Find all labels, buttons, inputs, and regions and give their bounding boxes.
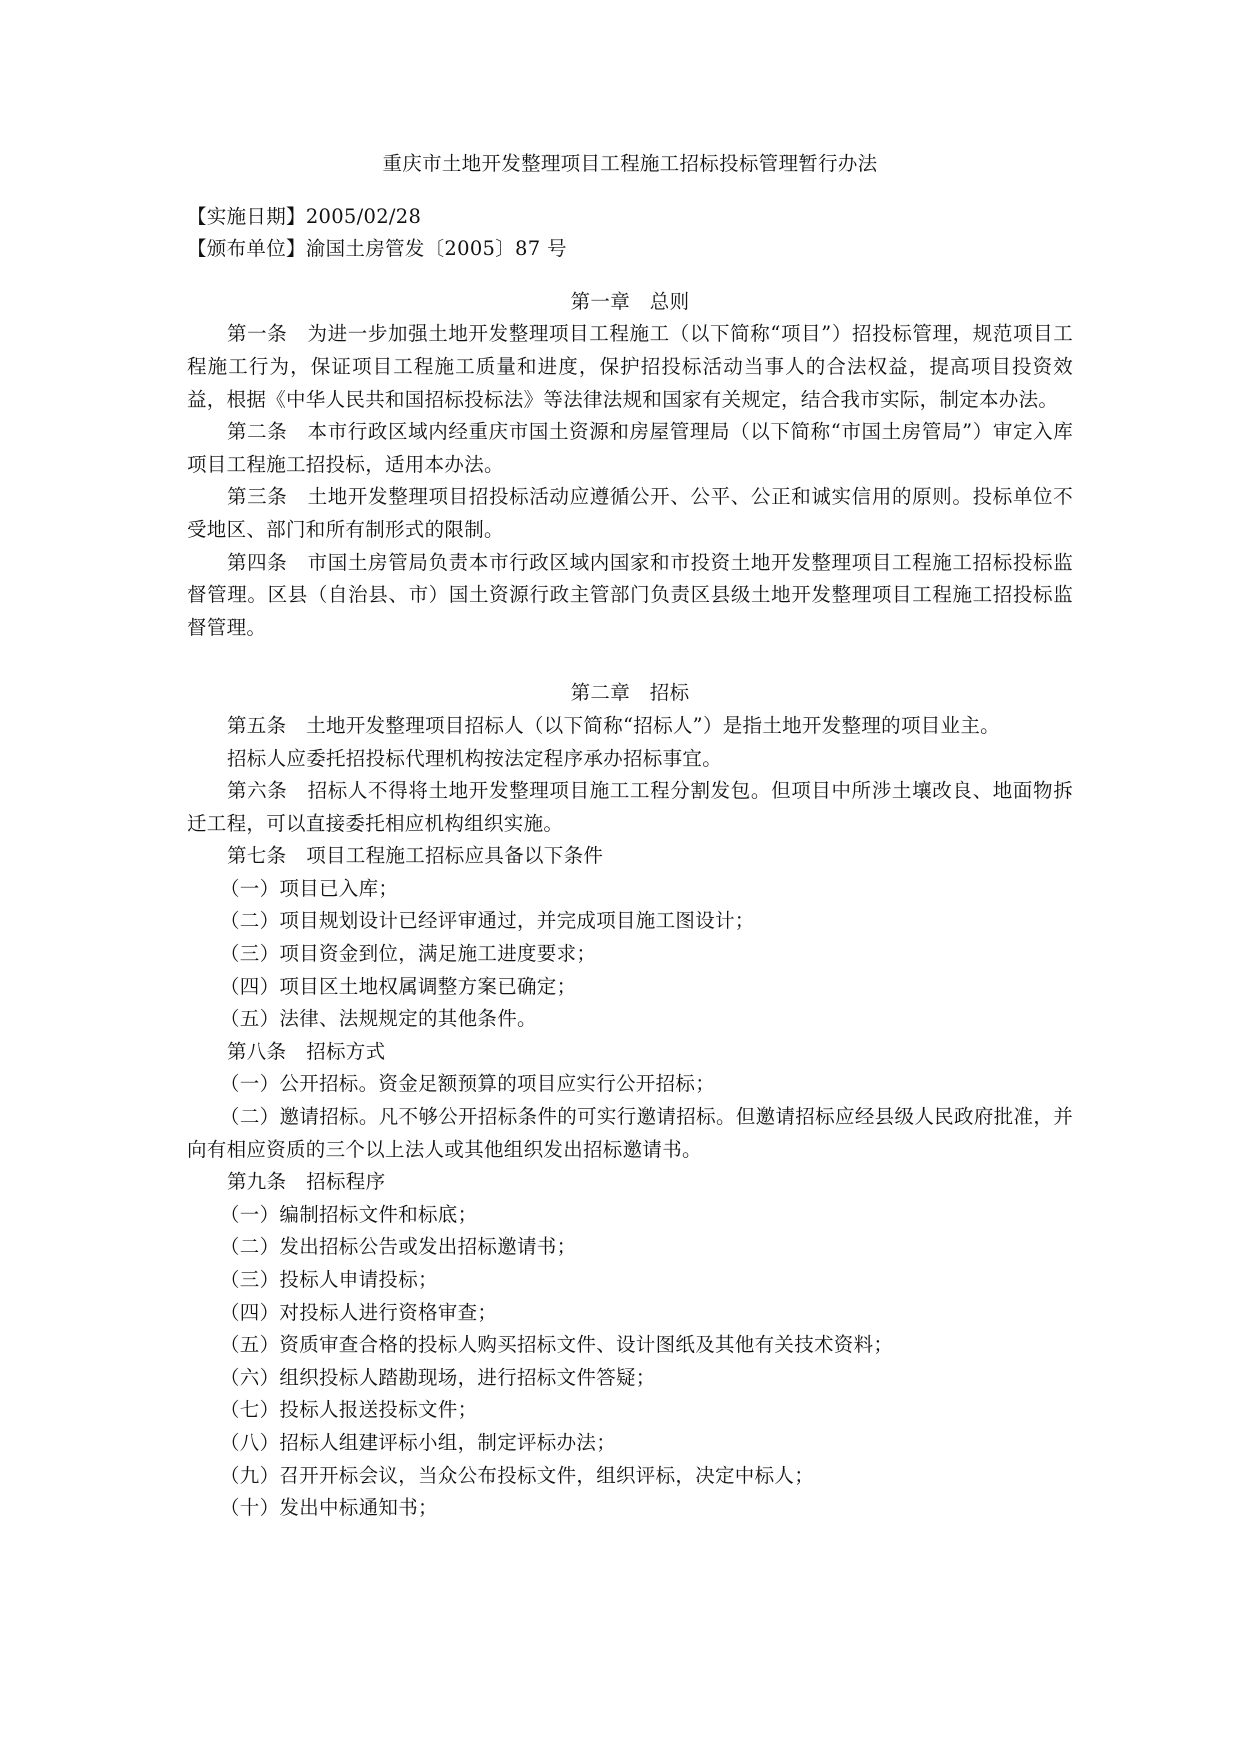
document-title: 重庆市土地开发整理项目工程施工招标投标管理暂行办法	[382, 152, 878, 175]
article-8-item-wrapped: （二）邀请招标。凡不够公开招标条件的可实行邀请招标。但邀请招标应经县级人民政府批准，并向有相应资质的三个以上法人或其他组织发出招标邀请书。	[187, 1105, 1073, 1161]
document-meta	[187, 201, 1073, 266]
chapter-1-heading: 第一章 总则	[570, 289, 690, 313]
article-7-item: （二）项目规划设计已经评审通过，并完成项目施工图设计；	[220, 909, 755, 933]
article-7-item: （三）项目资金到位，满足施工进度要求；	[220, 942, 597, 966]
meta-implementation-date	[187, 201, 1073, 234]
article-9-item: （七）投标人报送投标文件；	[220, 1398, 478, 1422]
article-6: 第六条 招标人不得将土地开发整理项目施工工程分割发包。但项目中所涉土壤改良、地面物拆迁工程，可以直接委托相应机构组织实施。	[187, 779, 1073, 835]
meta-label: 【颁布单位】	[187, 237, 306, 261]
article-7-item: （一）项目已入库；	[220, 876, 399, 900]
document-body	[187, 148, 1073, 1525]
meta-issuing-unit	[187, 233, 1073, 266]
article-9-item: （二）发出招标公告或发出招标邀请书；	[220, 1235, 577, 1259]
article-9-item: （三）投标人申请投标；	[220, 1268, 438, 1291]
article-7-item: （四）项目区土地权属调整方案已确定；	[220, 974, 577, 998]
article-9-item: （四）对投标人进行资格审查；	[220, 1300, 498, 1324]
article-9-item: （十）发出中标通知书；	[220, 1496, 438, 1520]
chapter-2-heading: 第二章 招标	[570, 681, 690, 705]
article-9: 第九条 招标程序	[227, 1170, 386, 1194]
article-9-item: （五）资质审查合格的投标人购买招标文件、设计图纸及其他有关技术资料；	[220, 1333, 894, 1357]
article-3: 第三条 土地开发整理项目招投标活动应遵循公开、公平、公正和诚实信用的原则。投标单位不受地区、部门和所有制形式的限制。	[187, 485, 1073, 541]
article-5: 第五条 土地开发整理项目招标人（以下简称“招标人”）是指土地开发整理的项目业主。	[227, 713, 1000, 737]
article-7: 第七条 项目工程施工招标应具备以下条件	[227, 844, 604, 868]
article-8-item: （一）公开招标。资金足额预算的项目应实行公开招标；	[220, 1072, 716, 1096]
article-9-item: （一）编制招标文件和标底；	[220, 1202, 478, 1226]
article-9-item: （八）招标人组建评标小组，制定评标办法；	[220, 1430, 617, 1454]
article-1: 第一条 为进一步加强土地开发整理项目工程施工（以下简称“项目”）招投标管理，规范项目工程施工行为，保证项目工程施工质量和进度，保护招投标活动当事人的合法权益，提高项目投资效益，根据《中华人民共和国招标投标法》等法律法规和国家有关规定，结合我市实际，制定本办法。	[187, 322, 1073, 411]
meta-value: 2005/02/28	[305, 204, 422, 228]
article-8: 第八条 招标方式	[227, 1039, 386, 1063]
meta-label: 【实施日期】	[187, 204, 306, 228]
article-5-continued: 招标人应委托招投标代理机构按法定程序承办招标事宜。	[227, 746, 723, 770]
article-9-item: （六）组织投标人踏勘现场，进行招标文件答疑；	[220, 1365, 656, 1389]
meta-value: 渝国土房管发〔2005〕87 号	[305, 237, 567, 261]
article-2: 第二条 本市行政区域内经重庆市国土资源和房屋管理局（以下简称“市国土房管局”）审定入库项目工程施工招投标，适用本办法。	[187, 420, 1073, 476]
article-4: 第四条 市国土房管局负责本市行政区域内国家和市投资土地开发整理项目工程施工招标投标监督管理。区县（自治县、市）国土资源行政主管部门负责区县级土地开发整理项目工程施工招投标监督管理。	[187, 550, 1073, 639]
article-7-item: （五）法律、法规规定的其他条件。	[220, 1007, 537, 1031]
article-9-item: （九）召开开标会议，当众公布投标文件，组织评标，决定中标人；	[220, 1463, 815, 1487]
